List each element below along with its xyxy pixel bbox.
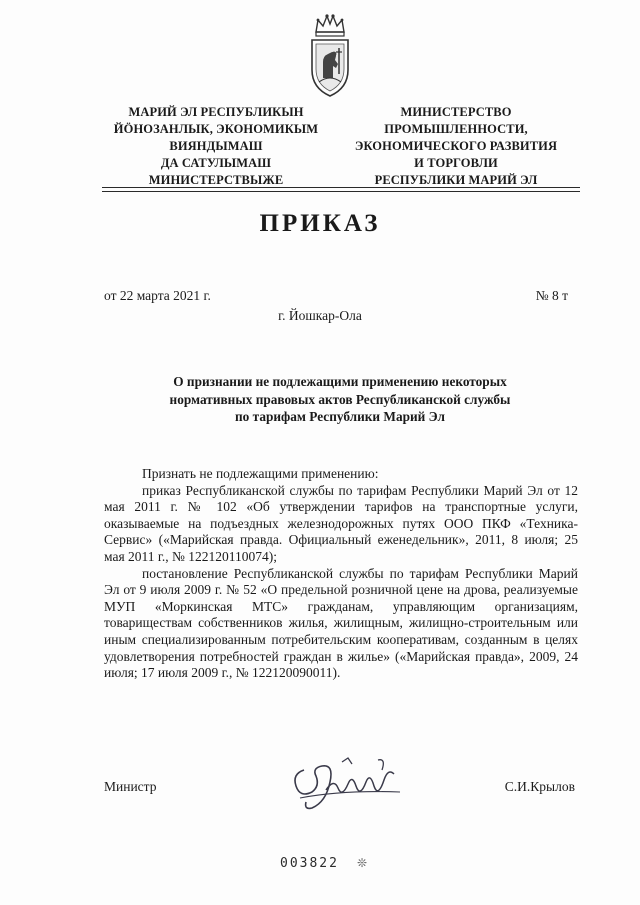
ministry-name-russian (340, 104, 572, 189)
serial-number: 003822 (280, 856, 339, 871)
header-right-line: ПРОМЫШЛЕННОСТИ, (384, 122, 528, 136)
document-subject (100, 373, 580, 426)
body-paragraph: Признать не подлежащими применению: (142, 466, 379, 481)
header-left-line: ЙӦНОЗАНЛЫК, ЭКОНОМИКЫМ (113, 122, 319, 136)
header-divider (102, 191, 580, 192)
document-number: № 8 т (535, 288, 568, 303)
coat-of-arms-icon (306, 12, 354, 98)
subject-line: О признании не подлежащими применению некоторых (173, 374, 507, 389)
header-right-line: МИНИСТЕРСТВО (400, 105, 512, 119)
signer-name: С.И.Крылов (504, 779, 575, 794)
signature-icon (282, 752, 414, 814)
subject-line: по тарифам Республики Марий Эл (235, 409, 445, 424)
document-date: от 22 марта 2021 г. (104, 288, 211, 303)
header-divider (102, 187, 580, 188)
subject-line: нормативных правовых актов Республиканской службы (169, 391, 511, 407)
header-left-line: МИНИСТЕРСТВЫЖЕ (148, 173, 284, 187)
header-left-line: ДА САТУЛЫМАШ (160, 156, 272, 170)
document-body (104, 466, 578, 682)
header-right-line: ЭКОНОМИЧЕСКОГО РАЗВИТИЯ (354, 139, 558, 153)
header-right-line: И ТОРГОВЛИ (414, 156, 498, 170)
document-title: ПРИКАЗ (259, 210, 381, 237)
body-paragraph: приказ Республиканской службы по тарифам Республики Марий Эл от 12 мая 2011 г. № 102 «Об утверждении тарифов на транспортные услуги, оказываемые на подъездных железнодорожных путях ООО ПКФ «Техника-Сервис» («Марийская правда. Официальный еженедельник», 2011, 8 июля; 25 мая 2011 г., № 122120110074); (104, 482, 578, 564)
header-left-line: МАРИЙ ЭЛ РЕСПУБЛИКЫН (128, 105, 304, 119)
ministry-name-mari (100, 104, 332, 189)
signer-title: Министр (104, 779, 157, 794)
document-city: г. Йошкар-Ола (278, 308, 362, 323)
serial-mark-icon: ❊ (357, 856, 368, 870)
header-left-line: ВИЯНДЫМАШ (169, 139, 263, 153)
header-right-line: РЕСПУБЛИКИ МАРИЙ ЭЛ (374, 173, 538, 187)
body-paragraph: постановление Республиканской службы по тарифам Республики Марий Эл от 9 июля 2009 г. № 52 «О предельной розничной цене на дрова, реализуемые МУП «Моркинская МТС» гражданам, управляющим организациям, товариществам собственников жилья, жилищным, жилищно-строительным или иным специализированным потребительским кооперативам, созданным в целях удовлетворения потребностей граждан в жилье» («Марийская правда», 2009, 24 июля; 17 июля 2009 г., № 122120090011). (104, 565, 578, 681)
